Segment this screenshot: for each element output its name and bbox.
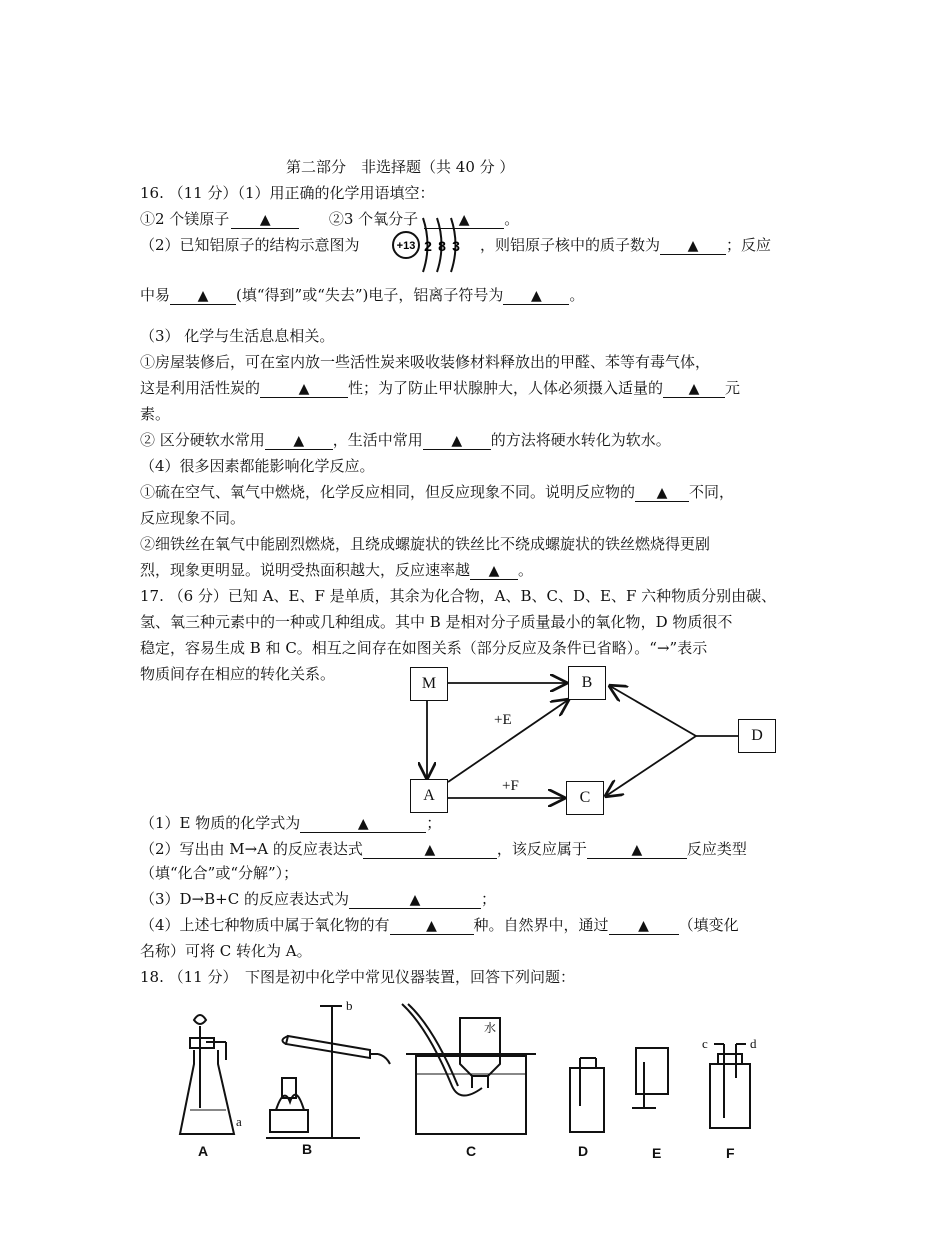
- q17-sub2: [140, 839, 747, 859]
- aluminium-atom-diagram: [390, 212, 470, 274]
- q17-s4c: （填变化: [678, 916, 739, 934]
- q16-p3b: [140, 430, 671, 450]
- answer-blank[interactable]: [635, 485, 689, 502]
- q16-p3a4: 元: [725, 379, 741, 397]
- q16-p3b3: 的方法将硬水转化为软水。: [490, 431, 671, 449]
- q17-s3b: ；: [480, 890, 496, 908]
- answer-blank[interactable]: [265, 433, 333, 450]
- q17-s4b: 种。自然界中，通过: [473, 916, 609, 934]
- answer-marker: ▲: [424, 842, 436, 858]
- q17-s2b: ，该反应属于: [496, 840, 587, 858]
- q16-p4b3: 。: [518, 561, 534, 579]
- answer-marker: ▲: [426, 918, 437, 934]
- apparatus-label-c: C: [466, 1143, 477, 1158]
- node-a: A: [410, 779, 448, 813]
- q16-p3a-line2: [140, 378, 740, 398]
- apparatus-label-a: A: [198, 1143, 209, 1158]
- q16-p4a-line2: 反应现象不同。: [140, 509, 246, 527]
- node-c: C: [566, 781, 604, 815]
- label-small-d: d: [750, 1036, 757, 1051]
- q17-sub4-line2: 名称）可将 C 转化为 A。: [140, 942, 312, 960]
- answer-blank[interactable]: [423, 433, 491, 450]
- answer-blank[interactable]: [260, 381, 348, 398]
- q17-sub1: [140, 813, 441, 833]
- q16-p1a: ①2 个镁原子: [140, 210, 230, 228]
- atom-nucleus-label: +13: [396, 240, 416, 252]
- answer-marker: ▲: [687, 238, 699, 254]
- apparatus-e: [632, 1048, 668, 1108]
- q16-p3b1: ② 区分硬软水常用: [140, 431, 265, 449]
- answer-marker: ▲: [357, 816, 369, 832]
- q16-p4a2: 不同，: [689, 483, 735, 501]
- q16-p2c: ；反应: [726, 236, 772, 254]
- answer-marker: ▲: [488, 563, 500, 579]
- q16-part3: （3） 化学与生活息息相关。: [140, 327, 335, 345]
- apparatus-label-e: E: [652, 1145, 662, 1158]
- answer-blank[interactable]: [609, 918, 679, 935]
- apparatus-d: [570, 1058, 604, 1132]
- q16-p4b-line1: ②细铁丝在氧气中能剧烈燃烧，且绕成螺旋状的铁丝比不绕成螺旋状的铁丝燃烧得更剧: [140, 535, 711, 553]
- q16-p4b2: 烈，现象更明显。说明受热面积越大，反应速率越: [140, 561, 471, 579]
- answer-marker: ▲: [688, 381, 700, 397]
- q16-part4: （4）很多因素都能影响化学反应。: [140, 457, 375, 475]
- answer-marker: ▲: [638, 918, 649, 934]
- node-d: D: [738, 719, 776, 753]
- q16-part2-line1b: [480, 235, 771, 255]
- answer-marker: ▲: [409, 892, 421, 908]
- answer-blank[interactable]: [503, 288, 569, 305]
- q17-s1a: （1）E 物质的化学式为: [140, 814, 301, 832]
- answer-blank[interactable]: [231, 212, 299, 229]
- apparatus-label-f: F: [726, 1145, 735, 1158]
- q17-s4a: （4）上述七种物质中属于氧化物的有: [140, 916, 390, 934]
- label-water: 水: [484, 1021, 497, 1035]
- q17-sub3: [140, 889, 496, 909]
- q16-p4a1: ①硫在空气、氧气中燃烧，化学反应相同，但反应现象不同。说明反应物的: [140, 483, 636, 501]
- node-b: B: [568, 666, 606, 700]
- answer-blank[interactable]: [390, 918, 474, 935]
- answer-marker: ▲: [656, 485, 668, 501]
- answer-blank[interactable]: [363, 842, 497, 859]
- label-plus-f: +F: [502, 778, 519, 794]
- q16-p2e: (填“得到”或“失去”)电子，铝离子符号为: [236, 286, 504, 304]
- q17-sub2-note: （填“化合”或“分解”）；: [140, 864, 299, 882]
- atom-shell-3: 3: [452, 238, 460, 254]
- q16-p3b2: ，生活中常用: [332, 431, 423, 449]
- answer-marker: ▲: [259, 212, 271, 228]
- answer-blank[interactable]: [170, 288, 236, 305]
- q17-line4: 物质间存在相应的转化关系。: [140, 665, 336, 683]
- apparatus-a: [180, 1015, 234, 1134]
- atom-shell-2: 8: [438, 238, 446, 254]
- q17-s3a: （3）D→B+C 的反应表达式为: [140, 890, 349, 908]
- atom-shell-1: 2: [424, 238, 432, 254]
- answer-marker: ▲: [458, 212, 470, 228]
- label-small-b: b: [346, 998, 353, 1013]
- label-small-c: c: [702, 1036, 708, 1051]
- answer-blank[interactable]: [663, 381, 725, 398]
- apparatus-b: [266, 1006, 390, 1138]
- q18-heading: 18. （11 分） 下图是初中化学中常见仪器装置，回答下列问题：: [140, 968, 575, 986]
- q16-p3a2: 这是利用活性炭的: [140, 379, 261, 397]
- q16-p2a: （2）已知铝原子的结构示意图为: [140, 236, 360, 254]
- q16-p3a-line1: ①房屋装修后，可在室内放一些活性炭来吸收装修材料释放出的甲醛、苯等有毒气体，: [140, 353, 711, 371]
- q17-s2c: 反应类型: [686, 840, 747, 858]
- q17-sub4: [140, 915, 739, 935]
- q16-p2b: ，则铝原子核中的质子数为: [480, 236, 661, 254]
- apparatus-c: [402, 1004, 536, 1134]
- q16-p4b-line2: [140, 560, 533, 580]
- q17-line3: 稳定，容易生成 B 和 C。相互之间存在如图关系（部分反应及条件已省略）。“→”表示: [140, 639, 708, 657]
- q16-p3a-line3: 素。: [140, 405, 171, 423]
- q17-s1b: ；: [426, 814, 442, 832]
- q16-part2-line1: [140, 235, 360, 255]
- section-title: 第二部分 非选择题（共 40 分 ）: [286, 158, 515, 176]
- answer-marker: ▲: [531, 288, 542, 304]
- q16-p2d: 中易: [140, 286, 171, 304]
- label-small-a: a: [236, 1114, 242, 1129]
- apparatus-label-d: D: [578, 1143, 589, 1158]
- q16-p1end: 。: [504, 210, 520, 228]
- q16-p4a-line1: [140, 482, 734, 502]
- q16-heading: 16. （11 分）（1）用正确的化学用语填空：: [140, 184, 435, 202]
- answer-blank[interactable]: [300, 816, 426, 833]
- answer-marker: ▲: [298, 381, 310, 397]
- apparatus-label-b: B: [302, 1141, 313, 1157]
- answer-marker: ▲: [293, 433, 305, 449]
- lab-apparatus-figure: [170, 998, 790, 1158]
- q17-line2: 氢、氧三种元素中的一种或几种组成。其中 B 是相对分子质量最小的氧化物，D 物质很不: [140, 613, 733, 631]
- q16-p1b: ②3 个氧分子: [328, 210, 419, 228]
- apparatus-f: [710, 1044, 750, 1128]
- answer-marker: ▲: [451, 433, 463, 449]
- answer-marker: ▲: [197, 288, 209, 304]
- answer-blank[interactable]: [660, 238, 726, 255]
- q17-s2a: （2）写出由 M→A 的反应表达式: [140, 840, 363, 858]
- q16-part2-line2: [140, 285, 584, 305]
- label-plus-e: +E: [494, 712, 512, 728]
- q16-p2f: 。: [569, 286, 585, 304]
- answer-marker: ▲: [631, 842, 643, 858]
- answer-blank[interactable]: [470, 563, 518, 580]
- q17-line1: 17. （6 分）已知 A、E、F 是单质，其余为化合物，A、B、C、D、E、F 六种物质分别由碳、: [140, 587, 777, 605]
- answer-blank[interactable]: [349, 892, 481, 909]
- q16-p3a3: 性；为了防止甲状腺肿大，人体必须摄入适量的: [348, 379, 664, 397]
- node-m: M: [410, 667, 448, 701]
- answer-blank[interactable]: [587, 842, 687, 859]
